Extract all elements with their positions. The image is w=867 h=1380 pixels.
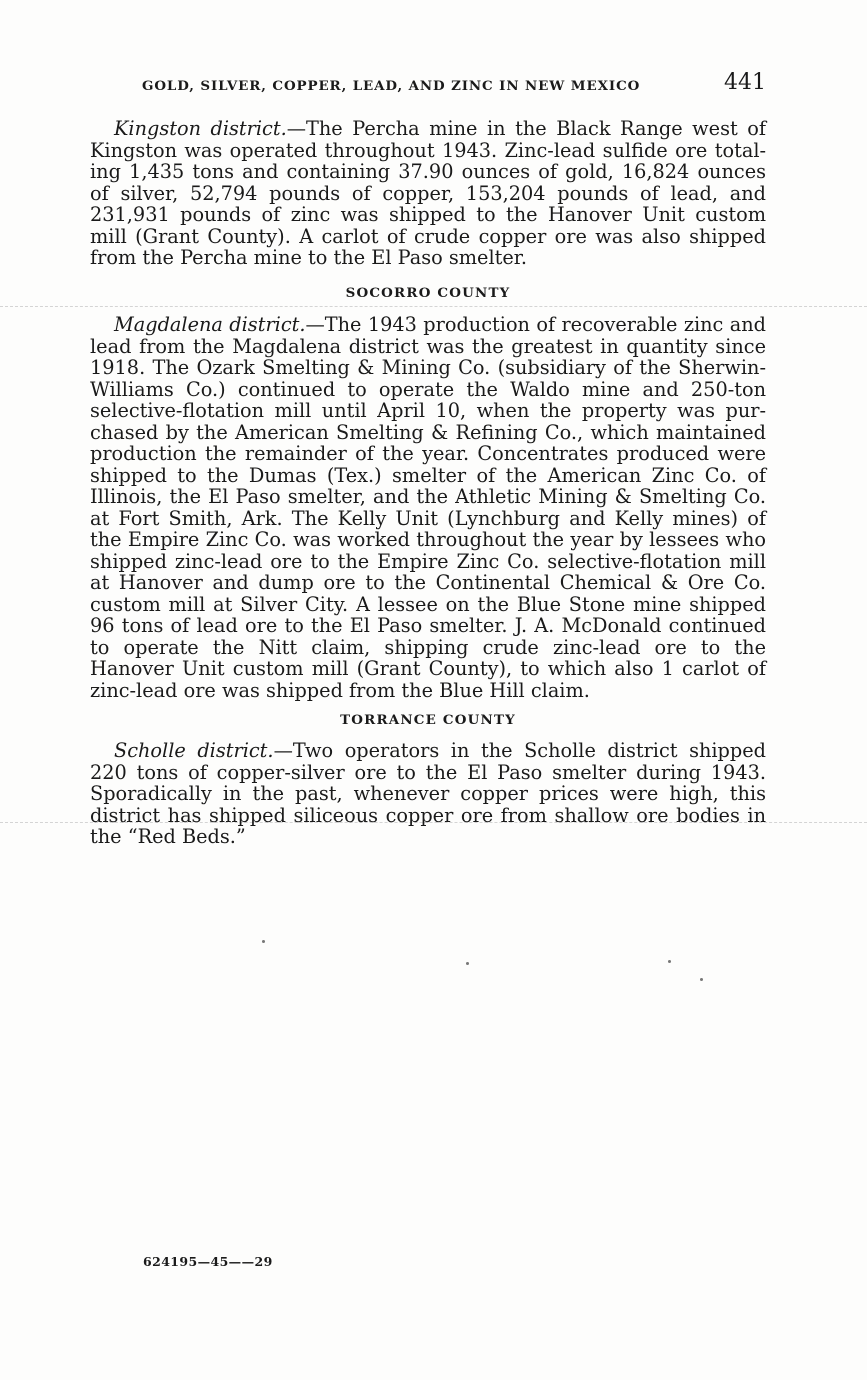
paragraph-scholle-district xyxy=(90,740,766,848)
paragraph-magdalena-district xyxy=(90,314,766,701)
page-number: 441 xyxy=(724,70,766,95)
paragraph-text: —Two operators in the Scholle district shipped 220 tons of copper-silver ore to the El Paso smelter during 1943. Sporadically in the past, whenever copper prices were high, this district has shipped siliceous copper ore from shallow ore bodies in the “Red Beds.” xyxy=(90,739,766,848)
paragraph-text: —The 1943 production of recoverable zinc and lead from the Magdalena district was the greatest in quantity since 1918. The Ozark Smelting & Mining Co. (subsidiary of the Sherwin-Williams Co.) continued to operate the Waldo mine and 250-ton selective-flotation mill until April 10, when the property was purchased by the American Smelting & Refining Co., which maintained production the remainder of the year. Concentrates produced were shipped to the Dumas (Tex.) smelter of the American Zinc Co. of Illinois, the El Paso smelter, and the Athletic Mining & Smelting Co. at Fort Smith, Ark. The Kelly Unit (Lynchburg and Kelly mines) of the Empire Zinc Co. was worked throughout the year by lessees who shipped zinc-lead ore to the Empire Zinc Co. selective-flotation mill at Hanover and dump ore to the Continental Chemical & Ore Co. custom mill at Silver City. A lessee on the Blue Stone mine shipped 96 tons of lead ore to the El Paso smelter. J. A. McDonald continued to operate the Nitt claim, shipping crude zinc-lead ore to the Hanover Unit custom mill (Grant County), to which also 1 carlot of zinc-lead ore was shipped from the Blue Hill claim. xyxy=(90,313,766,702)
running-title: GOLD, SILVER, COPPER, LEAD, AND ZINC IN NEW MEXICO xyxy=(142,78,641,94)
paragraph-text: —The Percha mine in the Black Range west of Kingston was operated throughout 1943. Zinc-lead sulfide ore totaling 1,435 tons and containing 37.90 ounces of gold, 16,824 ounces of silver, 52,794 pounds of copper, 153,204 pounds of lead, and 231,931 pounds of zinc was shipped to the Hanover Unit custom mill (Grant County). A carlot of crude copper ore was also shipped from the Percha mine to the El Paso smelter. xyxy=(90,117,766,269)
paragraph xyxy=(90,314,766,701)
scan-artifact-line xyxy=(0,306,867,307)
scan-speck xyxy=(700,978,703,981)
running-head xyxy=(90,70,766,100)
district-name: Scholle district. xyxy=(114,739,274,762)
paragraph-kingston-district xyxy=(90,118,766,269)
district-name: Kingston district. xyxy=(114,117,287,140)
paragraph xyxy=(90,740,766,848)
scan-speck xyxy=(668,960,671,963)
section-heading-torrance-county: TORRANCE COUNTY xyxy=(340,712,516,728)
scan-speck xyxy=(466,962,469,965)
print-code: 624195—45——29 xyxy=(143,1254,273,1269)
scan-speck xyxy=(262,940,265,943)
district-name: Magdalena district. xyxy=(114,313,306,336)
section-heading-socorro-county: SOCORRO COUNTY xyxy=(345,285,511,301)
paragraph xyxy=(90,118,766,269)
